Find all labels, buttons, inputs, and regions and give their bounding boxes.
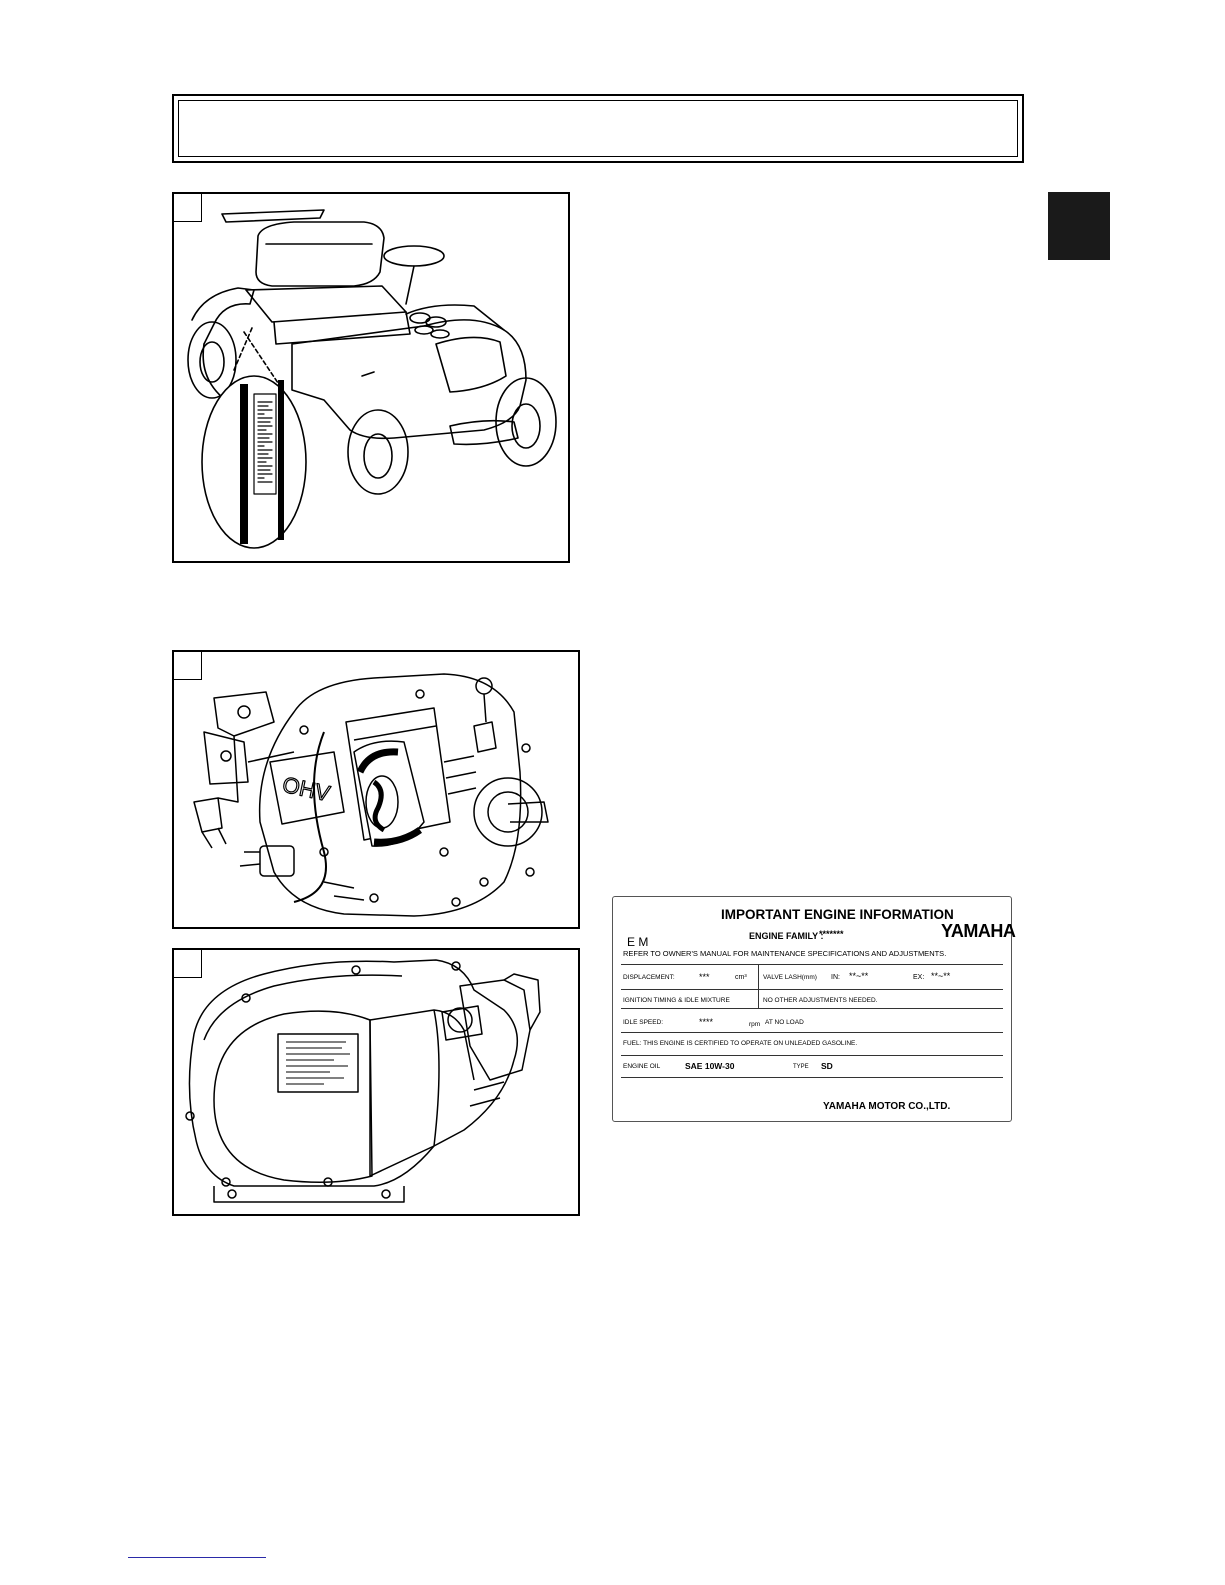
section-side-tab <box>1048 192 1110 260</box>
label-engine-oil-value: SAE 10W-30 <box>685 1061 735 1071</box>
label-refer-text: REFER TO OWNER'S MANUAL FOR MAINTENANCE SPECIFICATIONS AND ADJUSTMENTS. <box>623 949 947 958</box>
label-maker: YAMAHA MOTOR CO.,LTD. <box>823 1101 951 1112</box>
label-em: E M <box>627 935 649 949</box>
label-fuel: FUEL: THIS ENGINE IS CERTIFIED TO OPERATE ON UNLEADED GASOLINE. <box>623 1040 858 1047</box>
label-engine-family-value: ******* <box>819 929 844 939</box>
label-ex-value: **~** <box>931 971 951 981</box>
label-idle-value: **** <box>699 1017 714 1027</box>
label-ignition: IGNITION TIMING & IDLE MIXTURE <box>623 997 730 1004</box>
label-rule <box>621 964 1003 965</box>
label-displacement-value: *** <box>699 972 710 982</box>
label-displacement-unit: cm³ <box>735 974 747 981</box>
label-rule <box>621 1077 1003 1078</box>
label-engine-oil: ENGINE OIL <box>623 1063 661 1070</box>
label-rule <box>621 1008 1003 1009</box>
label-rule <box>621 1055 1003 1056</box>
label-idle-note: AT NO LOAD <box>765 1019 804 1026</box>
label-displacement: DISPLACEMENT: <box>623 974 675 981</box>
label-divider <box>758 965 759 1009</box>
label-in: IN: <box>831 974 840 981</box>
engine-ohv-text: OHV <box>280 771 333 807</box>
golf-car-drawing <box>174 194 570 563</box>
label-valve-lash: VALVE LASH(mm) <box>763 974 817 981</box>
label-ex: EX: <box>913 974 925 981</box>
label-type: TYPE <box>793 1064 809 1070</box>
engine-information-label <box>612 896 1016 1122</box>
figure-engine <box>172 650 580 929</box>
label-idle-unit: rpm <box>749 1021 761 1028</box>
footer-link-underline <box>128 1557 266 1558</box>
label-engine-family: ENGINE FAMILY : <box>749 931 824 941</box>
figure-air-shroud-label <box>172 948 580 1216</box>
section-title-inner-frame <box>178 100 1018 157</box>
label-no-other: NO OTHER ADJUSTMENTS NEEDED. <box>763 997 878 1004</box>
engine-drawing <box>174 652 580 929</box>
label-rule <box>621 1032 1003 1033</box>
label-brand: YAMAHA <box>941 921 1016 941</box>
label-type-value: SD <box>821 1061 833 1071</box>
label-rule <box>621 989 1003 990</box>
figure-golf-car-serial-number <box>172 192 570 563</box>
label-in-value: **~** <box>849 971 869 981</box>
label-idle-speed: IDLE SPEED: <box>623 1019 664 1026</box>
air-shroud-drawing <box>174 950 580 1216</box>
label-heading: IMPORTANT ENGINE INFORMATION <box>721 907 954 922</box>
section-title-box <box>172 94 1024 163</box>
